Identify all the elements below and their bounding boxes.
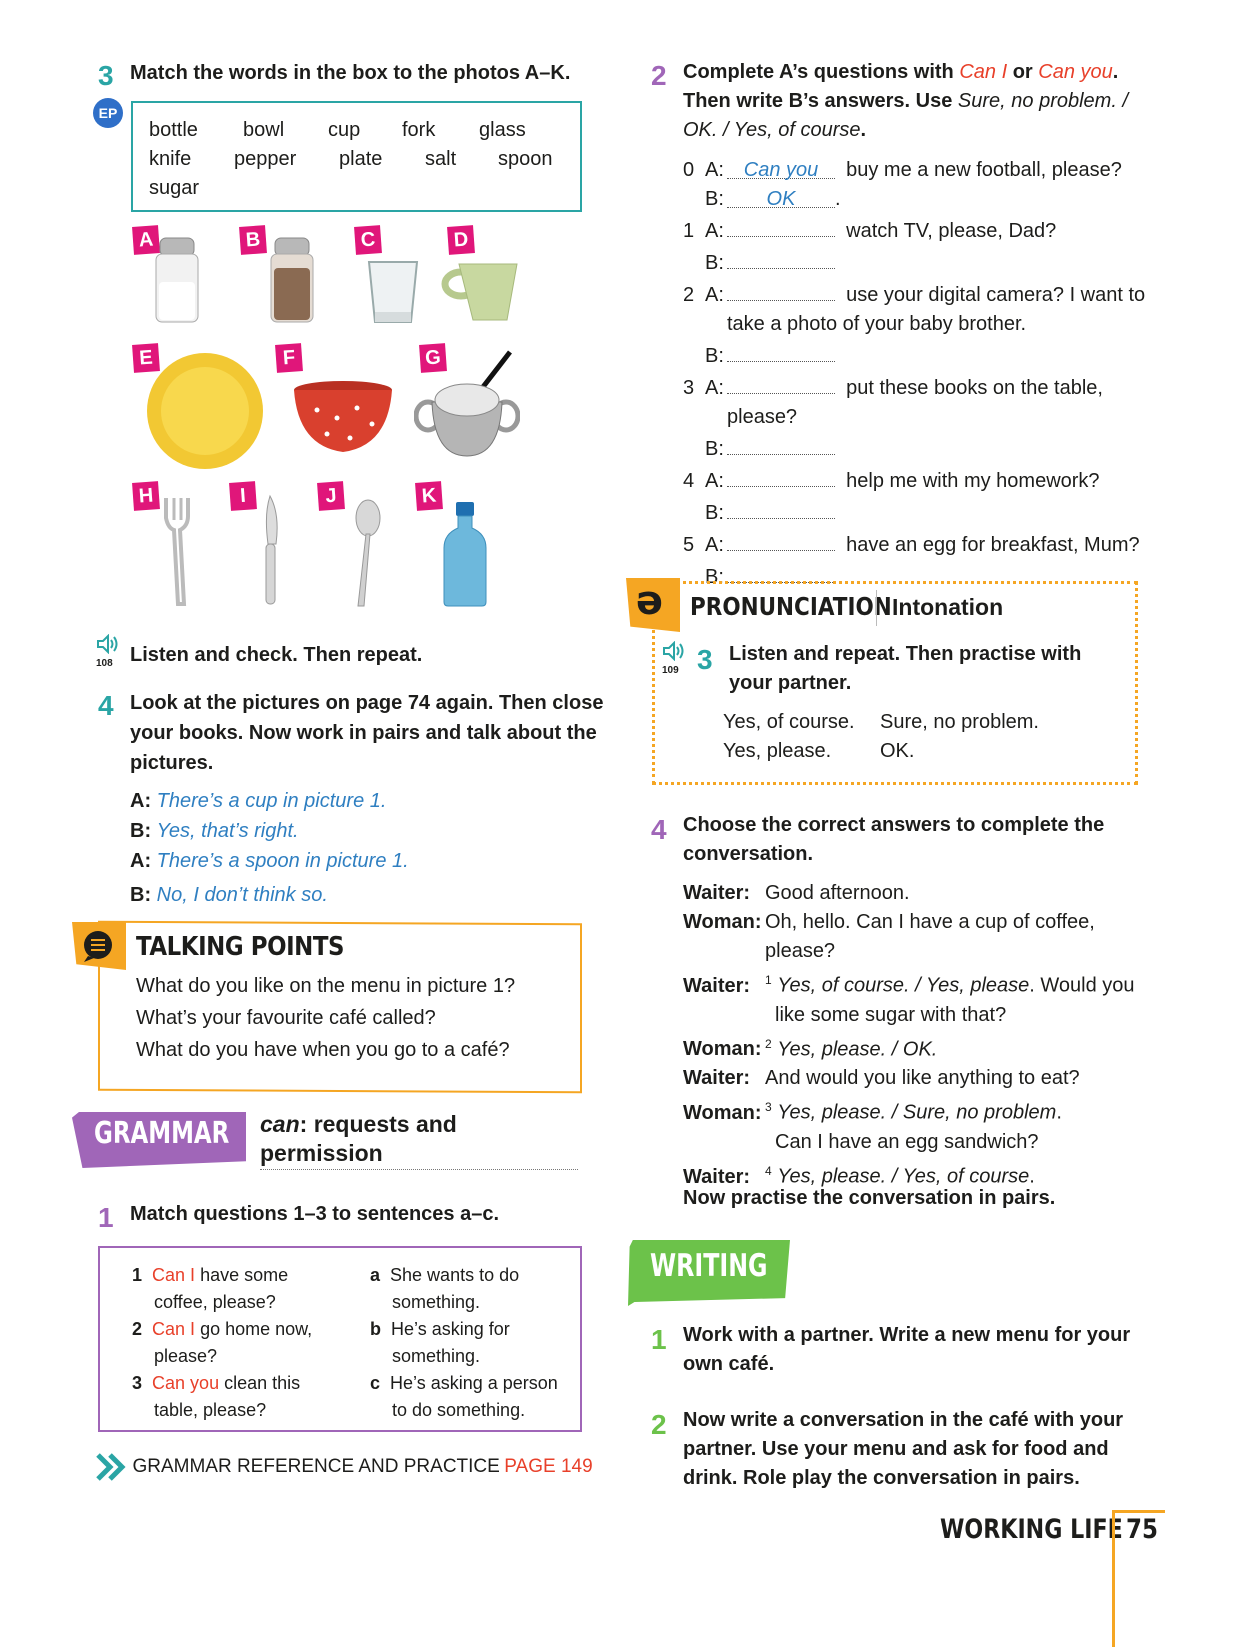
answer-text: to do something. (392, 1400, 526, 1420)
item-text: watch TV, please, Dad? (846, 220, 1057, 242)
item-text: use your digital camera? I want to (846, 284, 1146, 306)
schwa-icon: ə (636, 578, 664, 624)
audio-track-number: 109 (662, 665, 679, 676)
instruction-line: partner. Use your menu and ask for food and (683, 1438, 1109, 1460)
photo-label: D (447, 225, 475, 255)
item-letter: a (370, 1265, 381, 1285)
instruction-line: Choose the correct answers to complete the (683, 814, 1105, 836)
section-name: WORKING LIFE (940, 1514, 1123, 1545)
exercise-instruction (683, 1406, 1123, 1493)
speaker-label: B: (705, 188, 724, 210)
answer-text: something. (392, 1346, 481, 1366)
speaker-label: B: (705, 502, 724, 524)
grammar-title (260, 1110, 457, 1168)
item-number: 2 (683, 284, 695, 306)
item-text: have an egg for breakfast, Mum? (846, 534, 1140, 556)
speaker-icon (662, 641, 686, 661)
photo-label: G (419, 343, 447, 373)
item-row (683, 528, 1145, 560)
grammar-title-line2: permission (260, 1140, 383, 1166)
glass-photo (365, 258, 421, 326)
exercise-number: 4 (98, 690, 114, 721)
instruction-line (683, 87, 1128, 116)
reference-page: PAGE 149 (504, 1456, 593, 1477)
bowl-photo (292, 380, 394, 456)
speaker-label: B: (705, 438, 724, 460)
word: knife (149, 148, 192, 170)
photo-label: J (317, 481, 345, 511)
word-box (131, 101, 582, 212)
item-row (683, 214, 1145, 246)
highlight: Can I (959, 61, 1008, 83)
exercise-number: 4 (651, 814, 667, 845)
speaker: Waiter: (683, 1165, 751, 1188)
item-row (683, 496, 1145, 528)
photo-label: I (229, 481, 257, 511)
conversation (683, 879, 1135, 1192)
phrase: Yes, please. (723, 740, 832, 762)
question-text: have some (195, 1265, 289, 1285)
dialogue-text: There’s a cup in picture 1. (156, 790, 387, 812)
answer-options[interactable]: Yes, please. / Sure, no problem (777, 1101, 1057, 1124)
word: spoon (498, 148, 553, 170)
item-row (683, 432, 1145, 464)
phrase: OK. (880, 740, 915, 762)
item-text: take a photo of your baby brother. (727, 313, 1027, 335)
pronunciation-title: PRONUNCIATION (690, 592, 892, 621)
item-text: buy me a new football, please? (846, 159, 1122, 181)
question-text: go home now, (195, 1319, 313, 1339)
reference-text: GRAMMAR REFERENCE AND PRACTICE (132, 1456, 500, 1477)
word: bowl (243, 119, 285, 141)
word: fork (402, 119, 436, 141)
exercise-instruction (729, 640, 1081, 698)
gap-number: 3 (765, 1100, 772, 1115)
word: pepper (234, 148, 297, 170)
dialogue-text: No, I don’t think so. (156, 884, 328, 906)
ex2-items (683, 156, 1145, 592)
instruction-line: Now write a conversation in the café with your (683, 1409, 1124, 1431)
question-text: please? (154, 1346, 218, 1366)
speaker-label: B: (705, 566, 724, 588)
word: plate (339, 148, 383, 170)
dialogue-line (130, 880, 409, 910)
answer-options[interactable]: Yes, please. / OK. (777, 1038, 938, 1061)
spoon-photo (346, 498, 386, 610)
speaker: B: (130, 820, 152, 842)
photo-label: H (132, 481, 160, 511)
exercise-number: 2 (651, 1409, 667, 1440)
answer-blank[interactable] (727, 432, 835, 455)
example-dialogue (130, 786, 409, 910)
item-text: help me with my homework? (846, 470, 1100, 492)
highlight: Can I (152, 1265, 196, 1285)
question-list (132, 1262, 312, 1424)
item-row (683, 246, 1145, 278)
question-text: clean this (219, 1373, 301, 1393)
title-divider (876, 590, 877, 626)
answer-blank[interactable] (727, 560, 835, 583)
answer-item (370, 1316, 558, 1343)
answer-text: something. (392, 1292, 481, 1312)
conv-text: Good afternoon. (765, 882, 910, 904)
item-text: . (835, 188, 841, 210)
item-number: 0 (683, 159, 695, 181)
answer-blank[interactable] (727, 464, 835, 487)
item-row (683, 278, 1145, 310)
exercise-instruction (130, 688, 603, 778)
speaker: Woman: (683, 1038, 762, 1061)
word: salt (425, 148, 457, 170)
ep-badge-label: EP (98, 105, 118, 121)
speaker: Woman: (683, 911, 762, 933)
item-row (683, 371, 1145, 403)
photo-label: B (239, 225, 267, 255)
answer-blank[interactable] (727, 371, 835, 394)
exercise-number: 3 (98, 60, 114, 91)
answer-text: He’s asking a person (390, 1373, 558, 1393)
speaker: Waiter: (683, 1067, 751, 1090)
answer-blank[interactable] (727, 246, 835, 269)
conv-text: . (1056, 1101, 1062, 1124)
conv-line (683, 879, 1135, 908)
item-row (683, 464, 1145, 496)
bottle-photo (440, 500, 490, 608)
conv-text: . Would you (1029, 974, 1135, 997)
exercise-instruction: Match the words in the box to the photos A–K. (130, 62, 571, 84)
exercise-instruction (683, 1321, 1130, 1379)
double-chevron-icon (96, 1453, 128, 1481)
conv-text: Can I have an egg sandwich? (775, 1130, 1039, 1153)
question-text: coffee, please? (154, 1292, 276, 1312)
instruction-line: Listen and repeat. Then practise with (729, 643, 1082, 665)
answer-options[interactable]: Yes, of course. / Yes, please (777, 974, 1030, 997)
answer-item (370, 1262, 558, 1289)
exercise-number: 1 (651, 1324, 667, 1355)
word: glass (479, 119, 526, 141)
instruction-line (683, 58, 1128, 87)
practise-instruction: Now practise the conversation in pairs. (683, 1187, 1056, 1209)
italic-text: Sure, no problem. / (957, 90, 1129, 112)
speaker-label: A: (705, 377, 724, 399)
grammar-title-rest: : requests and (299, 1111, 457, 1137)
exercise-number: 3 (697, 644, 713, 675)
ep-badge[interactable] (93, 98, 123, 128)
conv-text: like some sugar with that? (775, 1003, 1007, 1026)
talking-point: What’s your favourite café called? (136, 1007, 436, 1029)
conv-line (683, 966, 1135, 1001)
salt-shaker-photo (150, 232, 206, 326)
talking-point: What do you have when you go to a café? (136, 1039, 510, 1061)
grammar-match-box (98, 1246, 582, 1432)
speaker-label: A: (705, 470, 724, 492)
conv-text: . (1029, 1165, 1035, 1188)
text: . (1112, 61, 1119, 83)
exercise-number: 2 (651, 60, 667, 91)
pepper-shaker-photo (265, 232, 321, 326)
speaker: A: (130, 790, 152, 812)
conv-line (683, 1030, 1135, 1065)
conv-line (683, 1064, 1135, 1093)
instruction-line: Work with a partner. Write a new menu for your (683, 1324, 1131, 1346)
dialogue-line (130, 786, 409, 816)
audio-track-number: 108 (96, 658, 113, 669)
listen-instruction: Listen and check. Then repeat. (130, 644, 423, 666)
speaker: Waiter: (683, 882, 751, 904)
speaker: B: (130, 884, 152, 906)
dialogue-line (130, 846, 409, 876)
dialogue-text: Yes, that’s right. (156, 820, 299, 842)
instruction-line: your partner. (729, 672, 852, 694)
pronunciation-subtitle: Intonation (892, 594, 1004, 620)
answer-blank[interactable] (727, 185, 835, 208)
grammar-reference-link[interactable] (96, 1453, 593, 1481)
speaker: Waiter: (683, 974, 751, 997)
audio-track-109[interactable] (662, 641, 692, 676)
grammar-title-italic: can (260, 1111, 300, 1137)
highlight: Can you (1038, 61, 1113, 83)
audio-track-108[interactable] (96, 634, 126, 669)
exercise-instruction (683, 58, 1128, 145)
italic-text: OK. / Yes, of course (683, 119, 861, 141)
item-row (683, 339, 1145, 371)
item-number: 3 (683, 377, 695, 399)
grammar-banner-label: GRAMMAR (94, 1116, 230, 1151)
instruction-line: pictures. (130, 752, 214, 774)
question-item (132, 1262, 312, 1289)
gap-number: 4 (765, 1163, 772, 1178)
plate-photo (144, 350, 266, 472)
highlight: Can you (152, 1373, 220, 1393)
gap-number: 1 (765, 973, 772, 987)
instruction-line: own café. (683, 1353, 775, 1375)
speaker-label: B: (705, 345, 724, 367)
item-letter: b (370, 1319, 381, 1339)
conv-text: please? (765, 940, 836, 962)
sugar-bowl-photo (414, 346, 520, 460)
exercise-instruction (683, 811, 1104, 869)
conv-line (683, 1093, 1135, 1128)
answer-blank[interactable] (727, 278, 835, 301)
item-letter: c (370, 1373, 381, 1393)
word: bottle (149, 119, 198, 141)
photo-label: E (132, 343, 160, 373)
speaker: Woman: (683, 1101, 762, 1124)
speaker-label: B: (705, 252, 724, 274)
cup-photo (437, 258, 521, 326)
grammar-title-rule (260, 1169, 578, 1170)
answer-text: He’s asking for (391, 1319, 510, 1339)
answer-text: She wants to do (390, 1265, 520, 1285)
phrase: Sure, no problem. (880, 711, 1039, 733)
speech-bubble-icon (80, 928, 116, 964)
conv-line (683, 908, 1135, 937)
exercise-instruction: Match questions 1–3 to sentences a–c. (130, 1203, 500, 1225)
conv-text: Oh, hello. Can I have a cup of coffee, (765, 911, 1095, 933)
answer-blank[interactable] (727, 528, 835, 551)
talking-points-questions (136, 970, 515, 1066)
question-item (132, 1316, 312, 1343)
knife-photo (258, 494, 282, 608)
talking-points-title: TALKING POINTS (136, 932, 345, 962)
phrase: Yes, of course. (723, 711, 855, 733)
instruction-line: your books. Now work in pairs and talk about the (130, 722, 597, 744)
answer-item (370, 1370, 558, 1397)
answer-blank[interactable] (727, 496, 835, 519)
answer-list (370, 1262, 558, 1424)
speaker-icon (96, 634, 120, 654)
fork-photo (160, 494, 194, 608)
speaker: A: (130, 850, 152, 872)
item-number: 1 (683, 220, 695, 242)
speaker-label: A: (705, 534, 724, 556)
photo-label: F (275, 343, 303, 373)
filled-answer: OK (766, 188, 796, 210)
gap-number: 2 (765, 1036, 772, 1051)
photo-label: C (354, 225, 382, 255)
instruction-line: drink. Role play the conversation in pairs. (683, 1467, 1080, 1489)
instruction-line (683, 116, 1128, 145)
item-number: 2 (132, 1319, 143, 1339)
question-text: table, please? (154, 1400, 267, 1420)
question-item (132, 1370, 312, 1397)
item-number: 1 (132, 1265, 143, 1285)
text: Complete A’s questions with (683, 61, 960, 83)
item-row (683, 156, 1145, 185)
talking-point: What do you like on the menu in picture 1? (136, 975, 516, 997)
item-text: please? (727, 406, 798, 428)
item-row (683, 185, 1145, 214)
item-text: put these books on the table, (846, 377, 1103, 399)
answer-blank[interactable] (727, 156, 835, 179)
answer-blank[interactable] (727, 339, 835, 362)
answer-blank[interactable] (727, 214, 835, 237)
dialogue-text: There’s a spoon in picture 1. (156, 850, 409, 872)
highlight: Can I (152, 1319, 196, 1339)
speaker-label: A: (705, 284, 724, 306)
photo-label: K (415, 481, 443, 511)
filled-answer: Can you (743, 159, 819, 181)
page-number: 75 (1126, 1514, 1158, 1545)
grammar-title-line (260, 1110, 457, 1139)
speaker-label: A: (705, 220, 724, 242)
exercise-number: 1 (98, 1202, 114, 1233)
answer-options[interactable]: Yes, please. / Yes, of course (777, 1165, 1030, 1188)
writing-banner-label: WRITING (650, 1248, 768, 1284)
instruction-line: Look at the pictures on page 74 again. Then close (130, 692, 604, 714)
word: sugar (149, 177, 200, 199)
instruction-line: conversation. (683, 843, 814, 865)
word: cup (328, 119, 361, 141)
item-number: 3 (132, 1373, 143, 1393)
text: Then write B’s answers. Use (683, 90, 958, 112)
photo-label: A (132, 225, 160, 255)
item-number: 5 (683, 534, 695, 556)
speaker-label: A: (705, 159, 724, 181)
text: or (1007, 61, 1039, 83)
conv-text: And would you like anything to eat? (765, 1067, 1080, 1090)
dialogue-line (130, 816, 409, 846)
text: . (860, 119, 867, 141)
item-number: 4 (683, 470, 695, 492)
